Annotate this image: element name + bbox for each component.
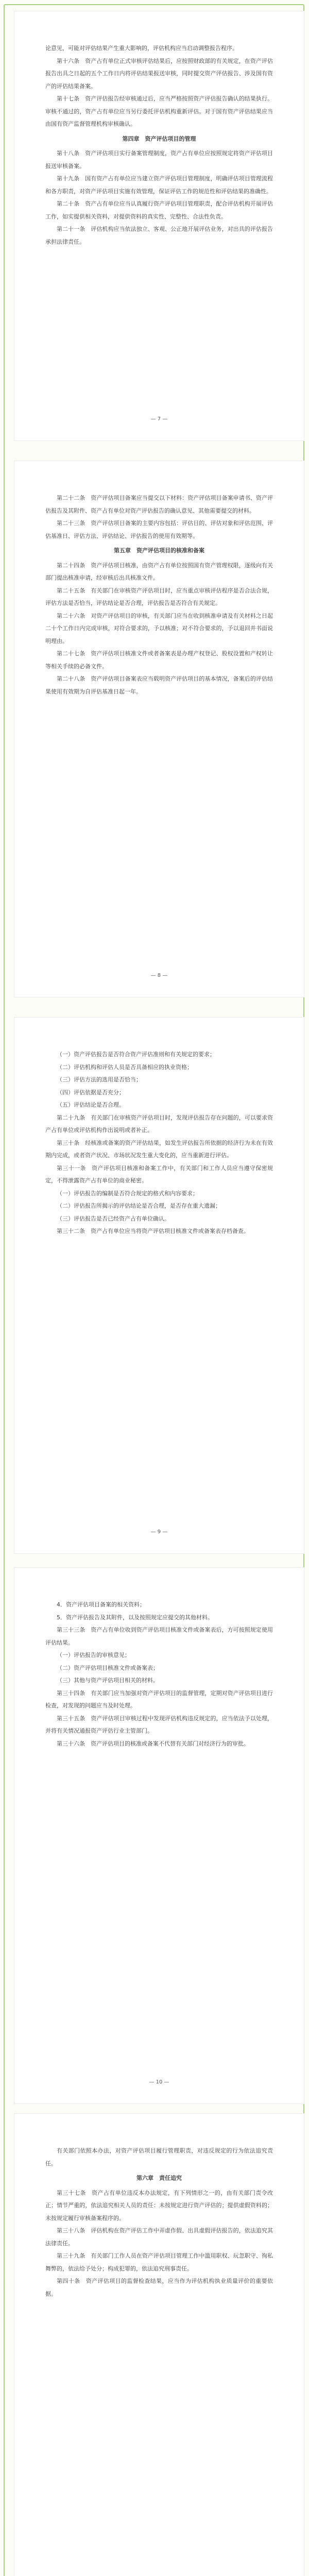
page-number: — 7 —	[150, 416, 168, 422]
paragraph: 第三十条 经核准或备案的资产评估结果，如发生评估报告所依据的经济行为未在有效期内完成，或者资产状况、市场状况发生重大变化的，应当重新进行评估。	[45, 1139, 273, 1159]
paragraph: 第三十三条 资产占有单位收到资产评估项目核准文件或备案表后，方可按照规定使用评估结果。	[45, 1626, 273, 1646]
paragraph: 论意见，可能对评估结果产生重大影响的，评估机构应当启动调整报告程序。	[45, 45, 238, 52]
paragraph: 第三十四条 有关部门应当加强对资产评估项目的监督管理，定期对资产评估项目进行检查，对发现的问题应当及时处理。	[45, 1689, 273, 1709]
paragraph: 第三十六条 资产评估项目的核准或备案不代替有关部门对经济行为的审批。	[57, 1740, 249, 1747]
paragraph: （一）评估报告的审核意见；	[57, 1652, 130, 1658]
chapter-heading: 第六章 责任追究	[136, 2175, 182, 2181]
document-page	[14, 1568, 304, 2104]
paragraph: 第三十二条 资产占有单位应当将资产评估项目核准文件或备案表存档备查。	[57, 1228, 249, 1234]
page-content	[45, 492, 273, 698]
paragraph: 第十八条 资产评估项目实行备案管理制度，资产占有单位应按照规定将资产评估项目报送审核备案。	[45, 150, 273, 170]
paragraph: （三）评估方法的选用是否恰当；	[57, 1076, 142, 1083]
paragraph: （一）资产评估报告是否符合资产评估准则和有关规定的要求；	[57, 1051, 215, 1058]
page-content	[45, 42, 273, 248]
chapter-heading: 第五章 资产评估项目的核准和备案	[114, 547, 204, 554]
paragraph: 第二十四条 资产评估项目核准，由资产占有单位按照国有资产管理权限，逐级向有关部门提出核准申请，经审核后出具核准文件。	[45, 562, 273, 581]
page-content	[45, 2145, 273, 2300]
paragraph: （三）其他与资产评估项目相关的材料。	[57, 1677, 159, 1684]
paragraph: 第三十八条 评估机构在资产评估工作中弄虚作假、出具虚假评估报告的，依法追究其法律责任。	[45, 2227, 273, 2247]
document-page	[14, 461, 304, 997]
paragraph: 第二十三条 资产评估项目备案的主要内容包括：评估目的、评估对象和评估范围、评估基准日、评估方法、评估结论、评估报告的使用有效期等。	[45, 520, 273, 539]
paragraph: 5．资产评估报告及其附件，以及按照规定应提交的其他材料。	[57, 1614, 213, 1621]
paragraph: 4．资产评估项目备案的相关资料；	[57, 1601, 145, 1608]
paragraph: 第三十七条 资产占有单位违反本办法规定，有下列情形之一的，由有关部门责令改正；情节严重的，依法追究相关人员的责任：未按规定进行资产评估的；提供虚假资料的；未按规定履行审核备案程序的。	[45, 2189, 273, 2222]
paragraph: （三）评估报告是否已经资产占有单位确认。	[57, 1215, 170, 1222]
paragraph: 第二十七条 资产评估项目核准文件或者备案表是办理产权登记、股权设置和产权转让等相关手续的必备文件。	[45, 650, 273, 670]
page-number: — 9 —	[150, 1529, 168, 1535]
paragraph: 第三十一条 资产评估项目核准和备案工作中，有关部门和工作人员应当遵守保密规定，不得泄露资产占有单位的商业秘密。	[45, 1164, 273, 1184]
document-page	[14, 11, 304, 440]
paragraph: （一）评估报告的编制是否符合规定的格式和内容要求；	[57, 1190, 198, 1197]
paragraph: 第二十八条 资产评估项目备案表应当载明资产评估项目的基本情况，备案后的评估结果使用有效期为自评估基准日起一年。	[45, 675, 273, 695]
paragraph: 第二十六条 对资产评估项目的审核，有关部门应当在收到核准申请及有关材料之日起二十个工作日内完成审核，对符合要求的，予以核准；对不符合要求的，予以退回并书面说明理由。	[45, 612, 273, 645]
document-page	[14, 1018, 304, 1553]
paragraph: 第十六条 资产占有单位正式审核评估结果后，应按照财政部的有关规定，在资产评估报告出具之日起的五个工作日内将评估结果报送审核，同时提交资产评估报告、涉及国有资产的评估结果备案。	[45, 57, 273, 90]
paragraph: 第二十条 资产占有单位应当认真履行资产评估项目管理职责，配合评估机构开展评估工作，如实提供相关资料，对提供资料的真实性、完整性、合法性负责。	[45, 200, 273, 220]
document-frame	[4, 4, 304, 2576]
paragraph: （二）评估报告所揭示的评估结论是否合理，是否存在重大遗漏；	[57, 1202, 221, 1209]
paragraph: 第二十五条 有关部门在审核资产评估项目时，应当重点审核评估程序是否合法合规，评估方法是否恰当，评估结论是否合理，评估报告是否符合有关规定。	[45, 587, 273, 606]
paragraph: （四）评估依据是否充分；	[57, 1089, 125, 1096]
paragraph: 第三十九条 有关部门工作人员在资产评估项目管理工作中滥用职权、玩忽职守、徇私舞弊的，依法给予处分；构成犯罪的，依法追究刑事责任。	[45, 2252, 273, 2272]
page-content	[45, 1599, 273, 1750]
paragraph: 第十七条 资产评估报告经审核通过后，应当严格按照资产评估报告确认的结果执行。审核不通过的，资产占有单位应当另行委托评估机构重新评估。对于国有资产评估结果应当由国有资产监督管理机构审核确认。	[45, 95, 273, 127]
paragraph: 第二十九条 有关部门在审核资产评估项目时，发现评估报告存在问题的，可以要求资产占有单位或评估机构作出说明或者补正。	[45, 1114, 273, 1133]
paragraph: 第二十一条 评估机构应当依法独立、客观、公正地开展评估业务，对出具的评估报告承担法律责任。	[45, 226, 273, 245]
paragraph: （二）评估机构和评估人员是否具备相应的执业资格；	[57, 1063, 193, 1071]
paragraph: 第四十条 资产评估项目的监督检查结果，应当作为评估机构执业质量评价的重要依据。	[45, 2278, 273, 2297]
page-number: — 10 —	[149, 2079, 169, 2085]
paragraph: 第二十二条 资产评估项目备案应当提交以下材料：资产评估项目备案申请书、资产评估报告及其附件、资产占有单位对资产评估报告的确认意见、其他需要提交的材料。	[45, 495, 273, 514]
chapter-heading: 第四章 资产评估项目的管理	[122, 135, 196, 142]
paragraph: （五）评估结论是否合理。	[57, 1101, 125, 1108]
document-page	[14, 2114, 304, 2576]
paragraph: （二）资产评估项目核准文件或备案表；	[57, 1664, 159, 1671]
page-content	[45, 1048, 273, 1238]
page-number: — 8 —	[150, 973, 168, 978]
paragraph: 第十九条 国有资产占有单位应当建立资产评估项目管理制度，明确评估项目管理流程和各方职责，对资产评估项目实施有效管理，保证评估工作的规范性和评估结果的准确性。	[45, 175, 273, 195]
paragraph: 第三十五条 资产评估项目审核过程中发现评估机构违反规定的，应当依法予以处理，并将有关情况通报资产评估行业主管部门。	[45, 1715, 273, 1734]
paragraph: 有关部门依照本办法，对资产评估项目履行管理职责，对违反规定的行为依法追究责任。	[45, 2147, 273, 2167]
